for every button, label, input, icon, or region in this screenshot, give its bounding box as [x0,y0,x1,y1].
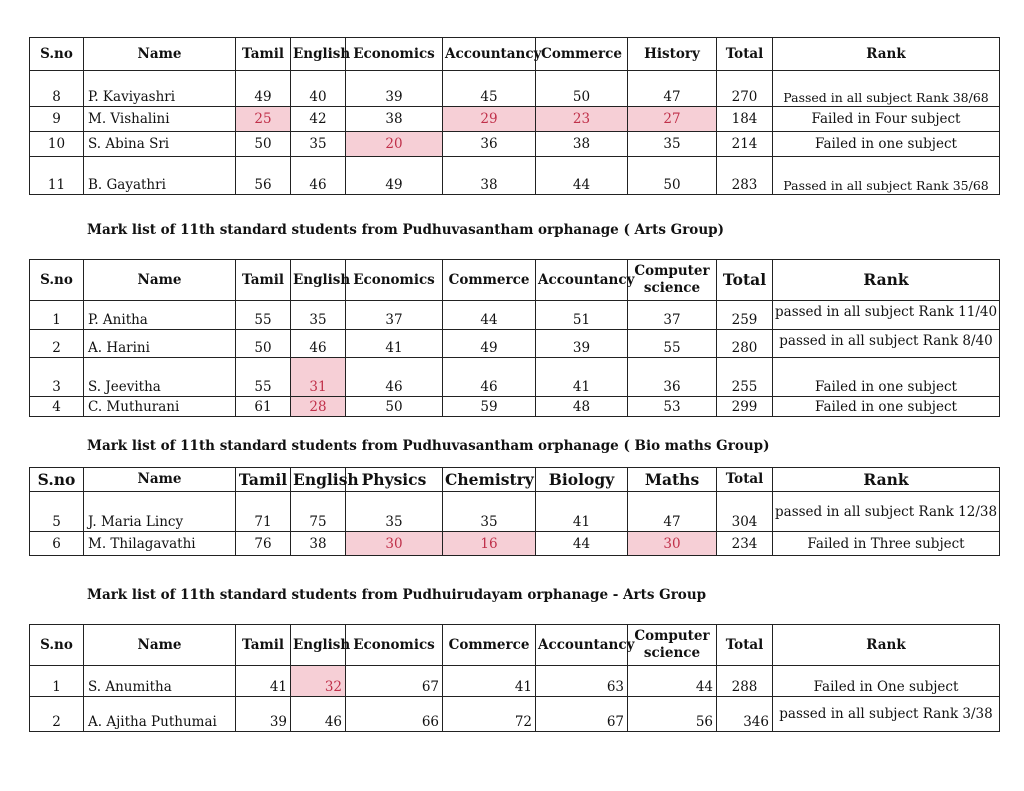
cell-mark: 50 [236,330,291,358]
cell-mark: 56 [628,697,717,732]
cell-rank: passed in all subject Rank 12/38 [773,492,1000,532]
cell-mark: 35 [291,132,346,157]
cell-mark: 71 [236,492,291,532]
cell-total: 288 [717,666,773,697]
cell-mark: 39 [536,330,628,358]
col-header-accountancy: Accountancy [443,38,536,71]
cell-mark: 51 [536,301,628,330]
cell-sno: 11 [30,157,84,195]
cell-mark: 45 [443,71,536,107]
col-header-computer-science: Computer science [628,625,717,666]
cell-mark: 48 [536,397,628,417]
cell-mark: 35 [443,492,536,532]
col-header-tamil: Tamil [236,38,291,71]
cell-mark: 55 [628,330,717,358]
cell-name: C. Muthurani [84,397,236,417]
cell-mark: 61 [236,397,291,417]
cell-mark-failed: 23 [536,107,628,132]
col-header-accountancy: Accountancy [536,260,628,301]
cell-name: M. Vishalini [84,107,236,132]
cell-mark: 49 [443,330,536,358]
table-caption: Mark list of 11th standard students from Pudhuvasantham orphanage ( Arts Group) [87,222,724,238]
table-row [30,697,1000,732]
cell-mark: 63 [536,666,628,697]
table-row [30,71,1000,107]
col-header-tamil: Tamil [236,468,291,492]
col-header-sno: S.no [30,38,84,71]
col-header-economics: Economics [346,38,443,71]
cell-mark: 50 [236,132,291,157]
col-header-economics: Economics [346,260,443,301]
cell-mark: 39 [236,697,291,732]
cell-mark: 44 [536,157,628,195]
cell-mark: 35 [346,492,443,532]
cell-mark: 46 [443,358,536,397]
cell-mark: 47 [628,492,717,532]
cell-name: P. Kaviyashri [84,71,236,107]
cell-mark-failed: 30 [628,532,717,556]
cell-mark: 42 [291,107,346,132]
cell-mark-failed: 25 [236,107,291,132]
cell-mark: 50 [628,157,717,195]
col-header-physics: Physics [346,468,443,492]
cell-rank: passed in all subject Rank 3/38 [773,697,1000,732]
cell-mark: 39 [346,71,443,107]
header-row [30,260,1000,301]
col-header-maths: Maths [628,468,717,492]
cell-sno: 2 [30,697,84,732]
marks-table-2 [29,259,1000,417]
cell-name: B. Gayathri [84,157,236,195]
cell-rank: Passed in all subject Rank 35/68 [773,157,1000,195]
header-row [30,468,1000,492]
cell-mark: 35 [291,301,346,330]
cell-total: 214 [717,132,773,157]
cell-mark: 66 [346,697,443,732]
col-header-commerce: Commerce [443,625,536,666]
col-header-total: Total [717,38,773,71]
col-header-rank: Rank [773,625,1000,666]
cell-name: M. Thilagavathi [84,532,236,556]
cell-total: 299 [717,397,773,417]
cell-mark: 50 [536,71,628,107]
cell-mark-failed: 29 [443,107,536,132]
col-header-english: English [291,468,346,492]
cell-rank: Failed in one subject [773,358,1000,397]
cell-name: J. Maria Lincy [84,492,236,532]
cell-mark: 46 [291,697,346,732]
col-header-total: Total [717,260,773,301]
cell-mark: 35 [628,132,717,157]
col-header-rank: Rank [773,38,1000,71]
col-header-sno: S.no [30,260,84,301]
cell-mark: 41 [443,666,536,697]
cell-rank: Failed in Four subject [773,107,1000,132]
col-header-biology: Biology [536,468,628,492]
col-header-tamil: Tamil [236,625,291,666]
cell-sno: 1 [30,666,84,697]
col-header-rank: Rank [773,468,1000,492]
table-row [30,532,1000,556]
cell-mark: 72 [443,697,536,732]
cell-mark: 67 [346,666,443,697]
cell-rank: passed in all subject Rank 11/40 [773,301,1000,330]
cell-rank: Passed in all subject Rank 38/68 [773,71,1000,107]
cell-rank: Failed in Three subject [773,532,1000,556]
cell-mark-failed: 30 [346,532,443,556]
cell-mark-failed: 20 [346,132,443,157]
cell-sno: 1 [30,301,84,330]
col-header-chemistry: Chemistry [443,468,536,492]
cell-mark: 38 [346,107,443,132]
cell-mark: 49 [236,71,291,107]
cell-total: 259 [717,301,773,330]
col-header-sno: S.no [30,625,84,666]
cell-mark: 59 [443,397,536,417]
col-header-total: Total [717,625,773,666]
col-header-economics: Economics [346,625,443,666]
table-row [30,492,1000,532]
cell-name: S. Anumitha [84,666,236,697]
cell-total: 280 [717,330,773,358]
col-header-name: Name [84,38,236,71]
cell-total: 255 [717,358,773,397]
table-row [30,358,1000,397]
cell-mark: 41 [536,492,628,532]
cell-mark: 38 [536,132,628,157]
cell-mark: 55 [236,358,291,397]
table-caption: Mark list of 11th standard students from Pudhuvasantham orphanage ( Bio maths Group) [87,438,770,454]
cell-mark-failed: 16 [443,532,536,556]
cell-mark: 37 [628,301,717,330]
col-header-english: English [291,625,346,666]
cell-name: A. Harini [84,330,236,358]
cell-mark: 75 [291,492,346,532]
table-row [30,666,1000,697]
col-header-history: History [628,38,717,71]
cell-mark: 55 [236,301,291,330]
cell-mark-failed: 27 [628,107,717,132]
col-header-tamil: Tamil [236,260,291,301]
cell-sno: 6 [30,532,84,556]
cell-sno: 9 [30,107,84,132]
cell-mark: 56 [236,157,291,195]
cell-total: 270 [717,71,773,107]
cell-mark: 46 [291,330,346,358]
table-caption: Mark list of 11th standard students from Pudhuirudayam orphanage - Arts Group [87,587,707,603]
cell-sno: 3 [30,358,84,397]
cell-mark: 44 [628,666,717,697]
col-header-sno: S.no [30,468,84,492]
cell-mark-failed: 28 [291,397,346,417]
col-header-name: Name [84,468,236,492]
cell-rank: Failed in One subject [773,666,1000,697]
cell-mark: 36 [628,358,717,397]
cell-name: S. Jeevitha [84,358,236,397]
cell-sno: 8 [30,71,84,107]
cell-mark: 47 [628,71,717,107]
table-row [30,132,1000,157]
cell-mark: 50 [346,397,443,417]
cell-mark: 36 [443,132,536,157]
cell-total: 184 [717,107,773,132]
col-header-commerce: Commerce [536,38,628,71]
col-header-english: English [291,38,346,71]
cell-mark: 38 [443,157,536,195]
header-row [30,38,1000,71]
header-row [30,625,1000,666]
cell-mark: 41 [536,358,628,397]
cell-mark: 67 [536,697,628,732]
col-header-computer-science: Computer science [628,260,717,301]
cell-mark: 44 [443,301,536,330]
cell-mark: 41 [236,666,291,697]
cell-mark: 44 [536,532,628,556]
cell-rank: Failed in one subject [773,132,1000,157]
cell-mark: 37 [346,301,443,330]
cell-name: S. Abina Sri [84,132,236,157]
cell-total: 304 [717,492,773,532]
cell-mark: 53 [628,397,717,417]
col-header-rank: Rank [773,260,1000,301]
cell-mark: 40 [291,71,346,107]
cell-name: P. Anitha [84,301,236,330]
cell-sno: 2 [30,330,84,358]
cell-sno: 4 [30,397,84,417]
cell-sno: 5 [30,492,84,532]
cell-name: A. Ajitha Puthumai [84,697,236,732]
cell-mark: 49 [346,157,443,195]
col-header-commerce: Commerce [443,260,536,301]
cell-mark: 38 [291,532,346,556]
cell-total: 346 [717,697,773,732]
cell-sno: 10 [30,132,84,157]
cell-rank: Failed in one subject [773,397,1000,417]
table-row [30,330,1000,358]
col-header-accountancy: Accountancy [536,625,628,666]
cell-mark: 46 [346,358,443,397]
col-header-english: English [291,260,346,301]
col-header-name: Name [84,260,236,301]
table-row [30,157,1000,195]
marks-table-3 [29,467,1000,556]
marks-table-4 [29,624,1000,732]
table-row [30,107,1000,132]
table-row [30,397,1000,417]
cell-mark: 46 [291,157,346,195]
cell-mark: 76 [236,532,291,556]
col-header-name: Name [84,625,236,666]
cell-mark-failed: 31 [291,358,346,397]
cell-mark-failed: 32 [291,666,346,697]
cell-total: 283 [717,157,773,195]
col-header-total: Total [717,468,773,492]
cell-total: 234 [717,532,773,556]
table-row [30,301,1000,330]
marks-table-1 [29,37,1000,195]
cell-rank: passed in all subject Rank 8/40 [773,330,1000,358]
cell-mark: 41 [346,330,443,358]
